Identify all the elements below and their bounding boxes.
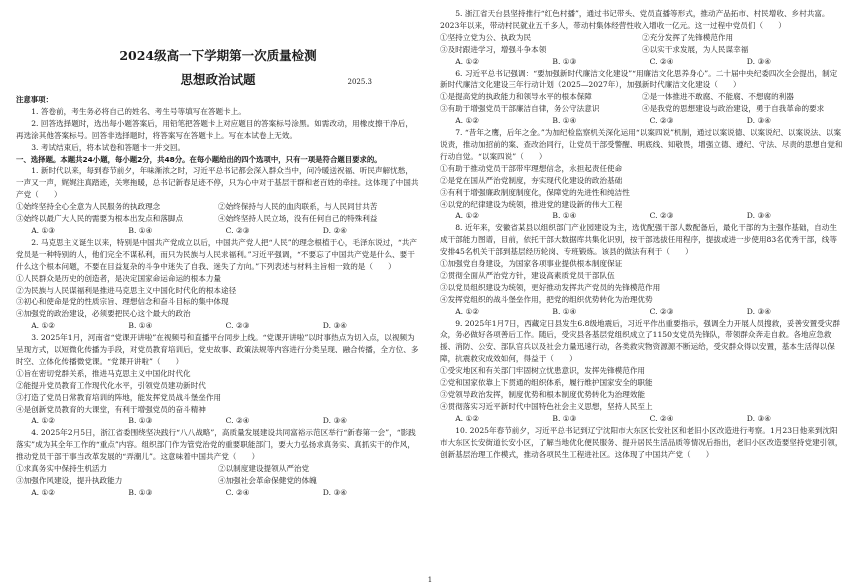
answer-choice[interactable]: D. ③④ xyxy=(746,116,772,126)
answer-choice[interactable]: C. ②④ xyxy=(225,416,250,426)
answer-choice[interactable]: C. ②④ xyxy=(225,487,250,497)
statement-option: ③始终以最广大人民的需要为根本出发点和落脚点 xyxy=(16,214,184,224)
option-row xyxy=(440,91,844,103)
answer-choice[interactable]: D. ③④ xyxy=(746,211,772,221)
statement-option: ③加强作风建设，提升执政能力 xyxy=(16,476,123,485)
statement-option: ①人民群众是历史的创造者，是决定国家命运命运的根本力量 xyxy=(16,273,222,283)
answer-choice[interactable]: B. ①③ xyxy=(128,416,153,426)
answer-choices xyxy=(440,210,844,222)
question-stem: 6. 习近平总书记强调：“要加强新时代廉洁文化建设”“用廉洁文化思养身心”。二十届中央纪委四次全会提出，制定新时代廉洁文化建设三年行动计划（2025—2027年），加强新时代廉洁文化建设（ ） xyxy=(440,68,838,90)
question xyxy=(16,332,420,427)
statement-option: ①旨在密切党群关系，推进马克思主义中国化时代化 xyxy=(16,368,191,378)
answer-choice[interactable]: B. ①④ xyxy=(552,211,577,221)
question xyxy=(440,425,844,461)
answer-choice[interactable]: B. ①③ xyxy=(552,413,577,423)
page-number: 1 xyxy=(427,576,433,584)
exam-date: 2025.3 xyxy=(347,78,372,86)
statement-option: ①有助于推动党员干部带牢理想信念，永担起责任使命 xyxy=(440,163,623,173)
question-stem: 9. 2025年1月7日，西藏定日县发生6.8级地震后，习近平作出重要指示，强调全力开展人员搜救，妥善安置受灾群众，务必做好各项善后工作。随后，受灾县各基层党组织成立了1150支党员先锋队，带领群众奔走自救。各地应急救援、消防、公安、部队官兵以及社会力量迅速行动，各类救灾物资源源不断运给，受灾群众得以安置，基本生活得以保障，抗震救灾成效如何，得益于（ ） xyxy=(440,318,841,364)
question xyxy=(440,68,844,128)
statement-option: ④以实干求发展，为人民谋幸福 xyxy=(642,44,749,54)
statement-option: ③打造了党员日常教育培训的阵地，能发挥党员战斗堡垒作用 xyxy=(16,392,222,402)
answer-choice[interactable]: C. ②③ xyxy=(225,321,250,331)
answer-choice[interactable]: C. ②④ xyxy=(649,56,674,66)
left-question-list xyxy=(16,165,420,498)
answer-choice[interactable]: A. ①② xyxy=(455,116,480,126)
question xyxy=(440,127,844,222)
answer-choice[interactable]: D. ③④ xyxy=(322,487,348,497)
statement-option: ④加强社会革命保健党的体魄 xyxy=(218,476,317,485)
right-column xyxy=(440,8,844,460)
option-row xyxy=(440,44,844,56)
subject-title: 思想政治试题 xyxy=(180,72,256,87)
answer-choice[interactable]: D. ②④ xyxy=(322,225,348,235)
answer-choice[interactable]: A. ①② xyxy=(455,306,480,316)
option-row xyxy=(440,32,844,44)
answer-choice[interactable]: D. ③④ xyxy=(746,306,772,316)
answer-choices xyxy=(16,415,420,427)
statement-option: ④是创新党员教育的大课堂，有利于增强党员的奋斗精神 xyxy=(16,404,206,414)
answer-choice[interactable]: C. ②③ xyxy=(649,211,674,221)
statement-option: ③及时跟进学习，增强斗争本领 xyxy=(440,44,547,54)
question-stem: 1. 新时代以来，每到春节前夕，年味渐浓之时，习近平总书记都会深入群众当中，问冷暖送祝福、听民声解忧愁，一声又一声，娓娓注真踏迹，关寒拖暖，总书记新春足迹不停，只为心中对于基层干群和老百姓的牵挂。这体现了中国共产党（ ） xyxy=(16,166,419,200)
question xyxy=(440,318,844,425)
answer-choice[interactable]: D. ③④ xyxy=(746,413,772,423)
question xyxy=(16,427,420,498)
statement-option: ②是一体推进不敢腐、不能腐、不想腐的利器 xyxy=(642,92,794,102)
statement-option: ②充分发挥了先锋模范作用 xyxy=(642,32,734,42)
question-stem: 4. 2025年2月5日，浙江省委围绕坚决践行“八八战略”，高质量发展建设共同富裕示范区举行“新春第一会”，“影践落实”成为其全年工作的“重点”内容。组织部门作为管党治党的重要职能部门，要大力弘扬求真务实、真抓实干的作风，推动党员干部干事当改革发展的“弄潮儿”。这意味着中国共产党（ ） xyxy=(16,428,416,462)
question xyxy=(440,222,844,317)
question xyxy=(16,165,420,236)
statement-option: ②能提升党员教育工作现代化水平，引领党员建功新时代 xyxy=(16,380,206,390)
answer-choice[interactable]: C. ②③ xyxy=(649,306,674,316)
statement-option: ③以党员组织建设为统领，更好推动发挥共产党员的先锋模范作用 xyxy=(440,282,661,292)
question xyxy=(440,8,844,68)
question-stem: 8. 近年来，安徽省某县以组织部门产业园建设为主，选优配强干部人数配备后，最化干部的为主强作基础，自动生成干部能力图谱，目前，依托干部大数据库共集化识别，按干部选拔任用程序，提拔或进一步使用83名优秀干部，线等安排45名机关干部到基层经历轮岗、专班锻炼。该县的做法有利于（ ） xyxy=(440,223,837,257)
option-row xyxy=(16,463,420,475)
answer-choices xyxy=(440,115,844,127)
right-question-list xyxy=(440,8,844,460)
statement-option: ④始终坚持人民立场，没有任何自己的特殊利益 xyxy=(218,214,378,224)
statement-option: ③初心和使命是党的性质宗旨、理想信念和奋斗目标的集中体现 xyxy=(16,297,229,307)
answer-choice[interactable]: D. ③④ xyxy=(322,416,348,426)
statement-option: ②是党在国从严治党制度，夯实现代化建设的政治基础 xyxy=(440,175,623,185)
option-row xyxy=(16,213,420,225)
answer-choices xyxy=(440,56,844,68)
notice-item: 2. 回答选择题时，选出每小题答案后，用铅笔把答题卡上对应题目的答案标号涂黑。如需改动，用橡皮擦干净后，再选涂其他答案标号。回答非选择题时，将答案写在答题卡上。写在本试卷上无效。 xyxy=(16,118,413,140)
left-column xyxy=(16,8,420,499)
option-row xyxy=(16,475,420,487)
answer-choice[interactable]: B. ①④ xyxy=(552,116,577,126)
answer-choice[interactable]: C. ②④ xyxy=(649,413,674,423)
notice-item: 3. 考试结束后，将本试卷和答题卡一并交回。 xyxy=(31,142,186,152)
notice-heading: 注意事项： xyxy=(16,95,53,104)
question xyxy=(16,237,420,332)
answer-choice[interactable]: B. ①④ xyxy=(552,306,577,316)
statement-option: ①始终坚持全心全意为人民服务的执政理念 xyxy=(16,202,161,212)
statement-option: ①是提高党的执政能力和领导水平的根本保障 xyxy=(440,92,592,102)
statement-option: ②为民族与人民谋福利是推进马克思主义中国化时代化的根本途径 xyxy=(16,285,237,295)
statement-option: ①加强党自身建设，为国家各项事业提供根本制度保证 xyxy=(440,259,623,269)
statement-option: ①受灾地区和有关部门牢固树立忧患意识，发挥先锋模范作用 xyxy=(440,366,646,376)
answer-choices xyxy=(440,413,844,425)
answer-choice[interactable]: B. ①④ xyxy=(128,225,153,235)
answer-choice[interactable]: A. ①② xyxy=(31,416,56,426)
question-stem: 5. 浙江省天台县坚持推行“红色村播”，通过书记带头、党员直播等形式，推动产品拓市、村民增收、乡村共富。2023年以来，带动村民就业五千多人，带动村集体经营性收入增收一亿元。这一过程中党员们（ ） xyxy=(440,9,830,30)
statement-option: ③有利于增强廉政制度制度化，保障党的先进性和纯洁性 xyxy=(440,187,630,197)
answer-choice[interactable]: A. ①② xyxy=(31,487,56,497)
statement-option: ①坚持立党为公、执政为民 xyxy=(440,32,532,42)
option-row xyxy=(16,201,420,213)
exam-subtitle xyxy=(16,72,420,88)
answer-choices xyxy=(16,320,420,332)
statement-option: ②贯彻全面从严治党方针，建设高素质党员干部队伍 xyxy=(440,270,615,280)
answer-choice[interactable]: A. ①② xyxy=(455,56,480,66)
answer-choice[interactable]: B. ①③ xyxy=(552,56,577,66)
statement-option: ④贯彻落实习近平新时代中国特色社会主义思想，坚持人民至上 xyxy=(440,401,653,411)
answer-choices xyxy=(16,487,420,499)
statement-option: ④以党的纪律建设为统领，推进党的建设新的伟大工程 xyxy=(440,199,623,209)
answer-choice[interactable]: A. ①③ xyxy=(31,225,56,235)
statement-option: ④是我党的思想建设与政治建设，勇于自我革命的要求 xyxy=(642,104,825,114)
answer-choice[interactable]: B. ①④ xyxy=(128,321,153,331)
answer-choice[interactable]: A. ①② xyxy=(31,321,56,331)
statement-option: ④发挥党组织的战斗堡垒作用，把党的组织优势转化为治理优势 xyxy=(440,294,653,304)
answer-choice[interactable]: C. ②③ xyxy=(225,225,250,235)
statement-option: ①求真务实中保持生机活力 xyxy=(16,464,108,474)
section-heading: 一、选择题。本题共24小题，每小题2分，共48分。在每小题给出的四个选项中，只有一项是符合题目要求的。 xyxy=(16,154,382,164)
question-stem: 3. 2025年1月，河南省“党课开讲啦”在视频号和直播平台同步上线。“党课开讲啦”以时事热点为切入点，以视频为呈现方式，以短微化传播为手段，对党员教育培训后，党史故事、政策法规等内容进行分类呈现、融合传播，全方位、多时空、立体化传播微党课。“党课开讲啦”（ ） xyxy=(16,333,419,366)
answer-choice[interactable]: B. ①③ xyxy=(128,487,153,497)
notice-item: 1. 答卷前，考生务必将自己的姓名、考生号等填写在答题卡上。 xyxy=(31,106,246,116)
statement-option: ②以制度建设提领从严治党 xyxy=(218,464,310,474)
question-stem: 7. “昔年之鹰，后年之金。”为加纪检监察机关深化运用“以案四说”机制，通过以案说德、以案说纪、以案说法、以案说责，推动加招前的案、查改治同行，让党员干部受警醒、明底线、知敬畏，增强立德、遵纪、守法、尽责的思想自觉和行动自觉。“以案四说”（ ） xyxy=(440,128,843,161)
answer-choice[interactable]: D. ③④ xyxy=(322,321,348,331)
answer-choice[interactable]: A. ①② xyxy=(455,211,480,221)
question-stem: 2. 马克思主义诞生以来，特别是中国共产党成立以后，中国共产党人把“人民”的理念根植于心，毛泽东说过，“共产党员是一种特别的人，他们完全不谋私利，而只为民族与人民求福利。”习近平强调，“不要忘了中国共产党是什么、要干什么这个根本问题，不要在目益复杂的斗争中迷失了自我、迷失了方向。”下列表述与材料主旨相一致的是（ ） xyxy=(16,237,417,271)
statement-option: ②始终保持与人民的血肉联系，与人民同甘共苦 xyxy=(218,202,378,212)
answer-choice[interactable]: C. ②③ xyxy=(649,116,674,126)
answer-choice[interactable]: A. ①② xyxy=(455,413,480,423)
question-stem: 10. 2025年春节前夕，习近平总书记到辽宁沈阳市大东区长安社区和老旧小区改造进行考察。1月23日他来到沈阳市大东区长安街道长安小区，了解当地优化便民服务、提升居民生活品质等情况后指出，老旧小区改造要坚持党建引领，创新基层治理工作模式，推动各项民生工程进社区。这体现了中国共产党（ ） xyxy=(440,425,843,459)
column-divider xyxy=(428,0,429,588)
statement-option: ④加强党的政治建设，必须要把民心这个最大的政治 xyxy=(16,309,191,319)
answer-choices xyxy=(440,306,844,318)
statement-option: ②党和国家依靠上下贯通的组织体系，履行维护国家安全的职能 xyxy=(440,378,653,388)
statement-option: ③党领导政治发挥，制度优势和根本制度优势转化为治理效能 xyxy=(440,390,646,399)
statement-option: ③有助于增强党员干部廉洁自律，务公守法意识 xyxy=(440,104,600,114)
exam-title: 2024级高一下学期第一次质量检测 xyxy=(119,48,317,63)
answer-choices xyxy=(16,225,420,237)
option-row xyxy=(440,103,844,115)
answer-choice[interactable]: D. ③④ xyxy=(746,56,772,66)
